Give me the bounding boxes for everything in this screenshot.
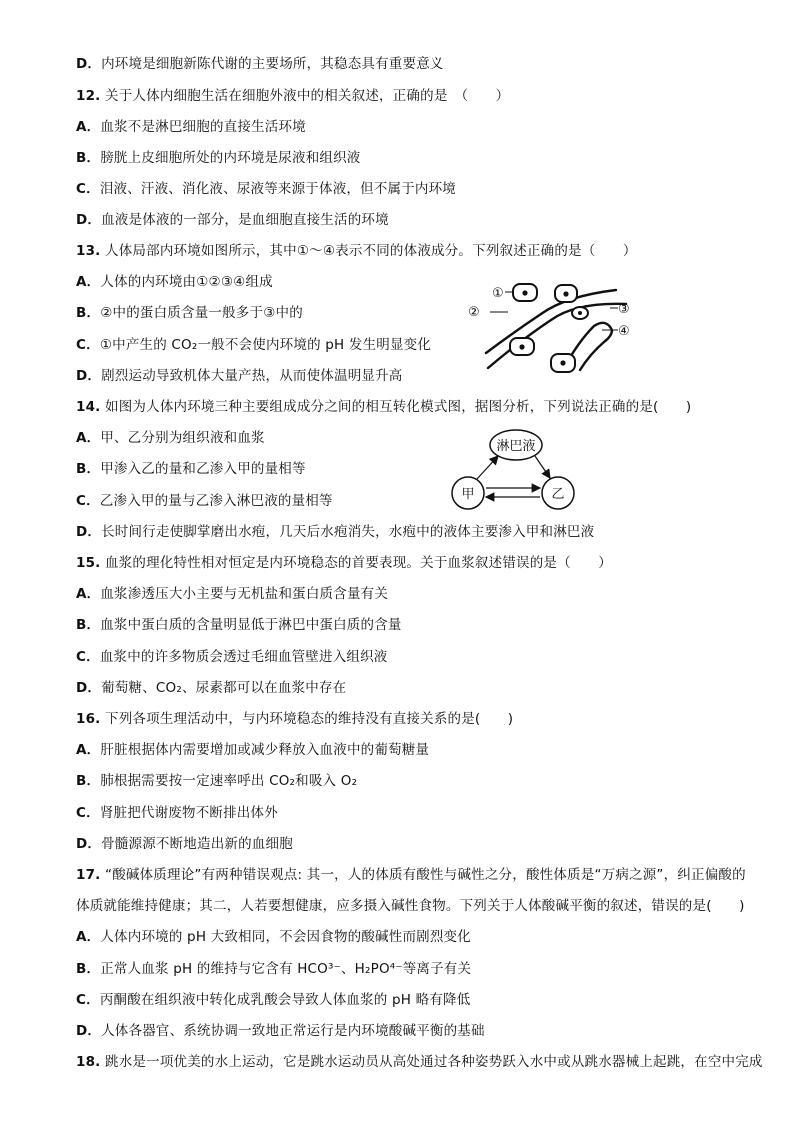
label-yi: 乙 [551, 487, 565, 502]
label-1: ① [492, 286, 504, 301]
q13-option-d: D．剧烈运动导致机体大量产热，从而使体温明显升高 [76, 368, 403, 384]
capillary-wall-upper [486, 290, 616, 353]
q14-fluid-diagram [446, 428, 588, 512]
q13-option-a: A．人体的内环境由①②③④组成 [76, 274, 273, 290]
q17-option-c: C．丙酮酸在组织液中转化成乳酸会导致人体血浆的 pH 略有降低 [76, 992, 471, 1008]
q16-stem: 16. 下列各项生理活动中，与内环境稳态的维持没有直接关系的是( ) [76, 711, 514, 727]
q16-option-b: B．肺根据需要按一定速率呼出 CO₂和吸入 O₂ [76, 773, 358, 789]
q12-stem: 12. 关于人体内细胞生活在细胞外液中的相关叙述，正确的是 （ ） [76, 88, 510, 104]
q12-option-b: B．膀胱上皮细胞所处的内环境是尿液和组织液 [76, 150, 361, 166]
q16-option-d: D．骨髓源源不断地造出新的血细胞 [76, 836, 293, 852]
label-3: ③ [618, 302, 630, 317]
q14-option-c: C．乙渗入甲的量与乙渗入淋巴液的量相等 [76, 493, 333, 509]
q15-option-c: C．血浆中的许多物质会透过毛细血管壁进入组织液 [76, 649, 388, 665]
q12-option-d: D．血液是体液的一部分，是血细胞直接生活的环境 [76, 212, 389, 228]
q18-stem: 18. 跳水是一项优美的水上运动，它是跳水运动员从高处通过各种姿势跃入水中或从跳水器械上起跳，在空中完成 [76, 1054, 763, 1070]
q17-stem-continued: 体质就能维持健康；其二，人若要想健康，应多摄入碱性食物。下列关于人体酸碱平衡的叙述，错误的是( ) [76, 898, 745, 914]
label-lymph: 淋巴液 [496, 439, 536, 454]
q17-stem: 17. “酸碱体质理论”有两种错误观点: 其一，人的体质有酸性与碱性之分，酸性体质是“万病之源”，纠正偏酸的 [76, 867, 746, 883]
q13-option-b: B．②中的蛋白质含量一般多于③中的 [76, 305, 303, 321]
q16-option-a: A．肝脏根据体内需要增加或减少释放入血液中的葡萄糖量 [76, 742, 430, 758]
q15-option-b: B．血浆中蛋白质的含量明显低于淋巴中蛋白质的含量 [76, 617, 402, 633]
q17-option-b: B．正常人血浆 pH 的维持与它含有 HCO³⁻、H₂PO⁴⁻等离子有关 [76, 961, 472, 977]
q15-stem: 15. 血浆的理化特性相对恒定是内环境稳态的首要表现。关于血浆叙述错误的是（ ） [76, 555, 612, 571]
label-2: ② [468, 305, 480, 320]
arrow-jia-to-lymph [477, 456, 498, 479]
label-jia: 甲 [461, 487, 475, 502]
q12-option-a: A．血浆不是淋巴细胞的直接生活环境 [76, 119, 306, 135]
q12-option-c: C．泪液、汗液、消化液、尿液等来源于体液，但不属于内环境 [76, 181, 457, 197]
q17-option-d: D．人体各器官、系统协调一致地正常运行是内环境酸碱平衡的基础 [76, 1023, 485, 1039]
label-4: ④ [618, 324, 630, 339]
q11-option-d: D．内环境是细胞新陈代谢的主要场所，其稳态具有重要意义 [76, 56, 444, 72]
q13-stem: 13. 人体局部内环境如图所示，其中①～④表示不同的体液成分。下列叙述正确的是（ ） [76, 243, 637, 259]
arrow-lymph-to-yi [535, 456, 550, 478]
q14-option-d: D．长时间行走使脚掌磨出水疱，几天后水疱消失，水疱中的液体主要渗入甲和淋巴液 [76, 524, 595, 540]
q16-option-c: C．肾脏把代谢废物不断排出体外 [76, 805, 278, 821]
q15-option-d: D．葡萄糖、CO₂、尿素都可以在血浆中存在 [76, 680, 347, 696]
q13-option-c: C．①中产生的 CO₂一般不会使内环境的 pH 发生明显变化 [76, 337, 432, 353]
q17-option-a: A．人体内环境的 pH 大致相同，不会因食物的酸碱性而剧烈变化 [76, 929, 471, 945]
q14-option-b: B．甲渗入乙的量和乙渗入甲的量相等 [76, 461, 306, 477]
q13-tissue-diagram [466, 280, 638, 380]
q14-option-a: A．甲、乙分别为组织液和血浆 [76, 430, 265, 446]
q15-option-a: A．血浆渗透压大小主要与无机盐和蛋白质含量有关 [76, 586, 389, 602]
q14-stem: 14. 如图为人体内环境三种主要组成成分之间的相互转化模式图，据图分析，下列说法正确的是( ) [76, 399, 692, 415]
